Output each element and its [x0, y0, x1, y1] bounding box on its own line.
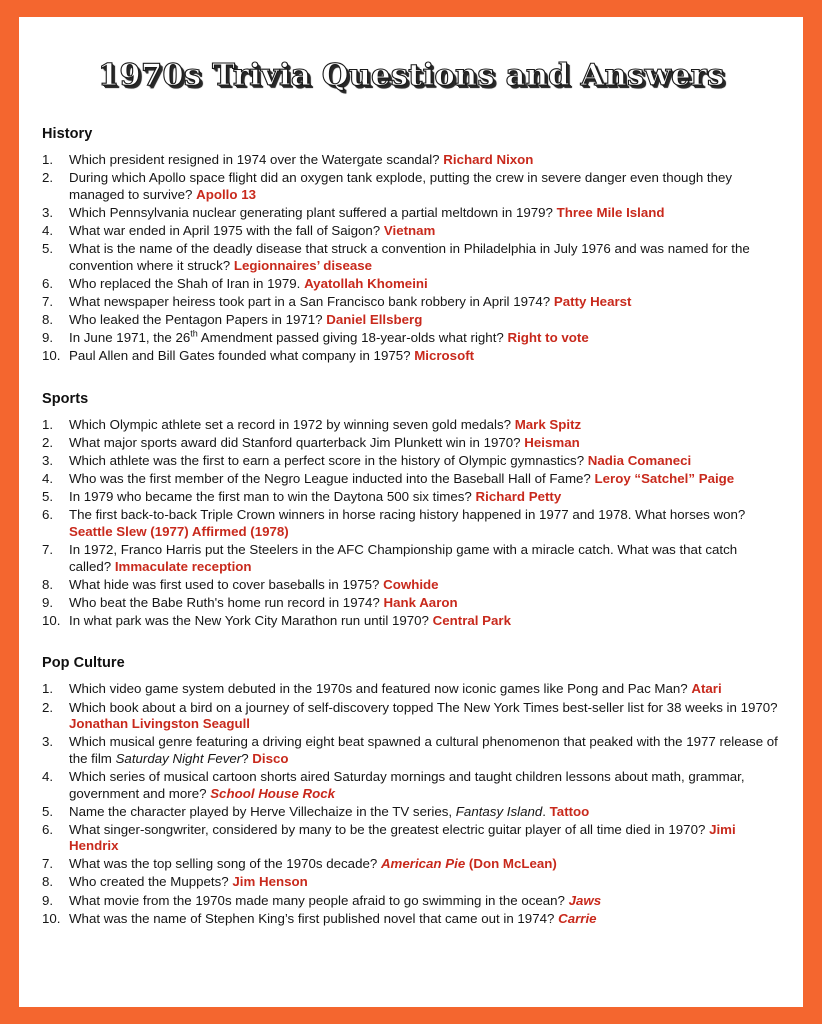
answer-text: Jim Henson — [232, 874, 308, 890]
answer-text: Richard Petty — [475, 489, 562, 505]
answer-text: Right to vote — [507, 330, 589, 346]
question-text: Who created the Muppets? — [69, 874, 233, 890]
question-item — [42, 152, 781, 169]
question-text: Amendment passed giving 18-year-olds what right? — [197, 330, 508, 346]
worksheet-sheet — [19, 17, 803, 1007]
answer-text: Seattle Slew (1977) Affirmed (1978) — [69, 523, 289, 539]
question-text: What is the name of the deadly disease that struck a convention in Philadelphia in July 1976 and was named for the convention where it struck? — [69, 241, 750, 273]
answer-text: Heisman — [524, 434, 580, 450]
answer-text: Cowhide — [383, 576, 439, 592]
question-text: Which athlete was the first to earn a perfect score in the history of Olympic gymnastics? — [69, 453, 588, 468]
question-text: ? — [241, 750, 253, 766]
answer-text: Vietnam — [383, 223, 436, 239]
question-item — [42, 542, 781, 575]
section-heading: History — [42, 126, 93, 143]
question-item — [42, 804, 781, 821]
question-item — [42, 734, 781, 767]
answer-text: Jimi Hendrix — [69, 821, 736, 854]
answer-text: Jaws — [568, 892, 602, 908]
answer-text: Leroy “Satchel” Paige — [594, 471, 735, 487]
question-item — [42, 489, 781, 506]
question-text: What was the name of Stephen King’s first published novel that came out in 1974? — [69, 910, 559, 926]
answer-text: Carrie — [558, 910, 597, 926]
question-text: Which president resigned in 1974 over the Watergate scandal? — [69, 152, 444, 168]
quiz-section — [42, 126, 781, 365]
question-item — [42, 453, 781, 470]
question-text: Who leaked the Pentagon Papers in 1971? — [69, 312, 327, 328]
question-text: Paul Allen and Bill Gates founded what company in 1975? — [69, 348, 415, 364]
question-text: The first back-to-back Triple Crown winners in horse racing history happened in 1977 and 1978. What horses won? — [69, 507, 746, 523]
question-item — [42, 170, 781, 203]
quiz-section — [42, 391, 781, 630]
question-item — [42, 417, 781, 434]
question-item — [42, 911, 781, 928]
question-text: Which Pennsylvania nuclear generating plant suffered a partial meltdown in 1979? — [69, 204, 557, 220]
question-list — [42, 417, 781, 630]
question-text: Which video game system debuted in the 1970s and featured now iconic games like Pong and Pac Man? — [69, 681, 692, 697]
answer-text: Patty Hearst — [553, 293, 632, 309]
question-text: Which series of musical cartoon shorts aired Saturday mornings and taught children lessons about math, grammar, government and more? — [69, 768, 745, 801]
question-text: Who replaced the Shah of Iran in 1979. — [69, 275, 305, 291]
question-text: In 1979 who became the first man to win the Daytona 500 six times? — [69, 489, 476, 505]
answer-text: Central Park — [432, 612, 511, 628]
answer-text: Legionnaires’ disease — [233, 257, 373, 273]
answer-text: School House Rock — [210, 785, 336, 801]
quiz-section — [42, 655, 781, 927]
question-item — [42, 700, 781, 733]
question-item — [42, 348, 781, 365]
question-item — [42, 223, 781, 240]
question-text: Which musical genre featuring a driving eight beat spawned a cultural phenomenon that peaked with the 1977 release of the film — [69, 734, 778, 766]
question-item — [42, 312, 781, 329]
question-item — [42, 595, 781, 612]
question-text: Name the character played by Herve Villechaize in the TV series, — [69, 803, 456, 819]
question-text: Which Olympic athlete set a record in 1972 by winning seven gold medals? — [69, 416, 515, 432]
question-text: What movie from the 1970s made many people afraid to go swimming in the ocean? — [69, 892, 569, 908]
worksheet-content — [19, 118, 803, 927]
question-item — [42, 330, 781, 347]
question-text: What war ended in April 1975 with the fall of Saigon? — [69, 223, 384, 239]
answer-text: Jonathan Livingston Seagull — [69, 716, 251, 732]
title-block — [19, 17, 803, 118]
question-item — [42, 822, 781, 855]
question-list — [42, 681, 781, 927]
answer-text: Hank Aaron — [383, 594, 458, 610]
answer-text: Tattoo — [549, 803, 590, 819]
answer-text: Three Mile Island — [556, 204, 665, 220]
ordinal-suffix: th — [190, 328, 198, 339]
question-item — [42, 276, 781, 293]
question-item — [42, 874, 781, 891]
answer-text: Immaculate reception — [114, 558, 252, 574]
answer-text: Richard Nixon — [443, 152, 534, 168]
section-heading: Pop Culture — [42, 655, 125, 672]
question-item — [42, 856, 781, 873]
question-item — [42, 577, 781, 594]
answer-text: Apollo 13 — [196, 186, 256, 202]
question-item — [42, 893, 781, 910]
question-text: In what park was the New York City Marathon run until 1970? — [69, 612, 433, 628]
question-item — [42, 769, 781, 802]
question-text: . — [542, 803, 550, 819]
answer-text: (Don McLean) — [465, 856, 557, 872]
section-heading: Sports — [42, 390, 89, 407]
answer-text: Microsoft — [414, 348, 475, 364]
question-item — [42, 507, 781, 540]
question-item — [42, 205, 781, 222]
question-text: What major sports award did Stanford quarterback Jim Plunkett win in 1970? — [69, 434, 525, 450]
question-text: Who beat the Babe Ruth's home run record in 1974? — [69, 594, 384, 610]
question-text: Who was the first member of the Negro League inducted into the Baseball Hall of Fame? — [69, 471, 595, 487]
question-list — [42, 152, 781, 365]
question-text: What singer-songwriter, considered by many to be the greatest electric guitar player of all time died in 1970? — [69, 821, 710, 837]
question-text: Fantasy Island — [455, 803, 543, 819]
answer-text: American Pie — [380, 856, 466, 872]
question-text: During which Apollo space flight did an oxygen tank explode, putting the crew in severe danger even though they managed to survive? — [69, 170, 733, 202]
question-text: What newspaper heiress took part in a San Francisco bank robbery in April 1974? — [69, 293, 554, 309]
question-item — [42, 613, 781, 630]
question-item — [42, 294, 781, 311]
question-item — [42, 241, 781, 274]
question-text: What hide was first used to cover baseballs in 1975? — [69, 576, 384, 592]
answer-text: Ayatollah Khomeini — [304, 275, 428, 291]
question-text: In 1972, Franco Harris put the Steelers in the AFC Championship game with a miracle catch. What was that catch called? — [69, 541, 738, 574]
question-text: Which book about a bird on a journey of self-discovery topped The New York Times best-seller list for 38 weeks in 1970? — [69, 699, 778, 715]
answer-text: Mark Spitz — [514, 416, 582, 432]
question-item — [42, 471, 781, 488]
question-text: Saturday Night Fever — [115, 750, 242, 766]
answer-text: Disco — [252, 750, 289, 766]
question-text: What was the top selling song of the 1970s decade? — [69, 856, 381, 872]
question-item — [42, 681, 781, 698]
answer-text: Nadia Comaneci — [587, 453, 692, 468]
answer-text: Atari — [691, 681, 722, 697]
question-text: In June 1971, the 26 — [69, 330, 191, 346]
answer-text: Daniel Ellsberg — [326, 312, 423, 328]
page-title: 1970s Trivia Questions and Answers — [97, 58, 725, 94]
question-item — [42, 435, 781, 452]
